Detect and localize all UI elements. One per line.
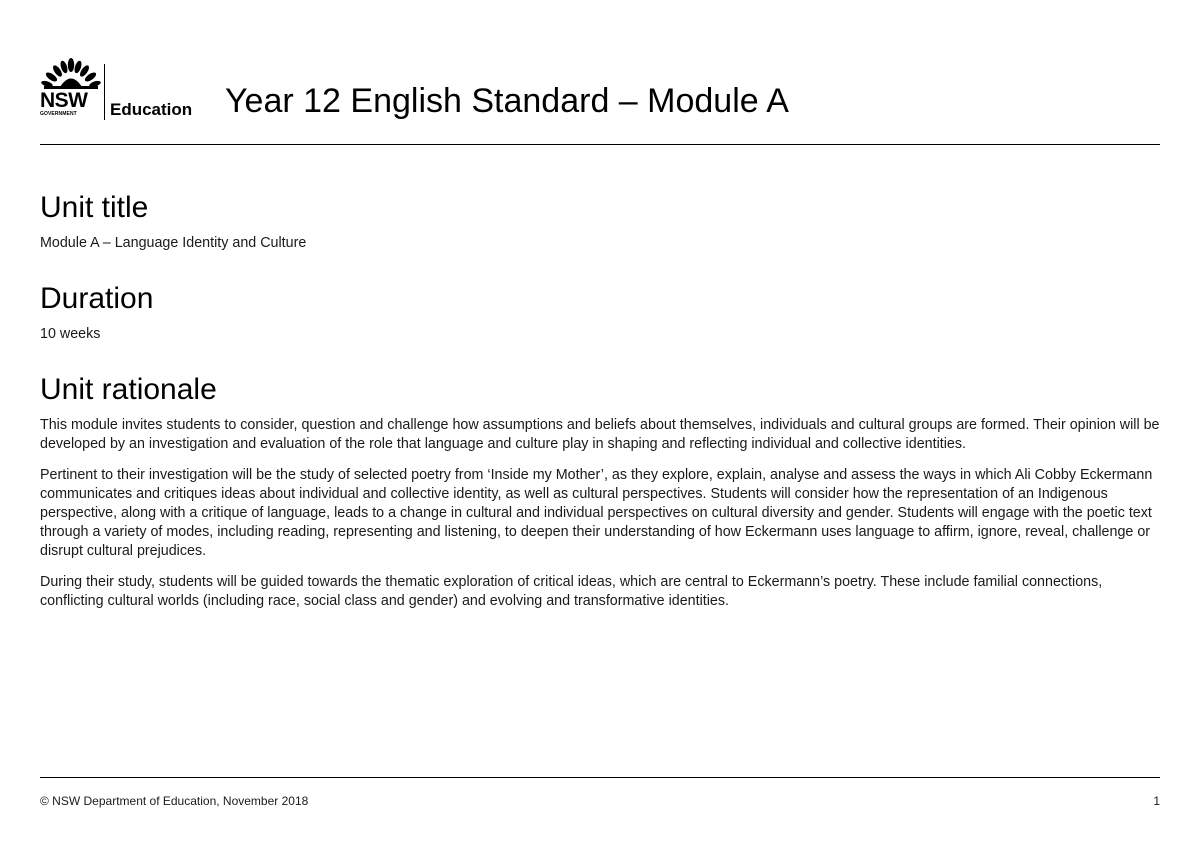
rationale-paragraph: This module invites students to consider, question and challenge how assumptions and beliefs about themselves, individuals and cultural groups are formed. Their opinion will be developed by an investigation and evaluation of the role that language and culture play in shaping and reflecting individual and collective identities. (40, 417, 1160, 452)
nsw-education-logo (40, 56, 220, 124)
rationale-heading: Unit rationale (40, 373, 217, 406)
rationale-paragraph: Pertinent to their investigation will be the study of selected poetry from ‘Inside my Mother’, as they explore, explain, analyse and assess the ways in which Ali Cobby Eckermann communicates and critiques ideas about individual and collective identity, as well as cultural perspectives. Students will consider how the representation of an Indigenous perspective, along with a critique of language, leads to a change in cultural and individual perspectives on cultural diversity and gender. Students will engage with the poetic text through a variety of modes, including reading, representing and listening, to deepen their understanding of how Eckermann uses language to affirm, ignore, reveal, challenge or disrupt cultural prejudices. (40, 467, 1153, 559)
waratah-flower-icon (40, 56, 102, 90)
logo-divider (104, 64, 105, 120)
rationale-section (40, 372, 1160, 611)
header-divider (40, 144, 1160, 145)
page-number: 1 (1153, 794, 1160, 808)
logo-nsw-text: NSW (40, 89, 88, 112)
unit-title-text: Module A – Language Identity and Culture (40, 235, 307, 251)
unit-title-section (40, 190, 1160, 253)
document-title: Year 12 English Standard – Module A (225, 82, 789, 120)
footer-copyright: © NSW Department of Education, November 2018 (40, 794, 309, 808)
footer-divider (40, 777, 1160, 778)
logo-education-text: Education (110, 100, 193, 119)
logo-government-text: GOVERNMENT (40, 111, 77, 117)
unit-title-heading: Unit title (40, 191, 149, 224)
rationale-paragraph: During their study, students will be guided towards the thematic exploration of critical ideas, which are central to Eckermann’s poetry. These include familial connections, conflicting cultural worlds (including race, social class and gender) and evolving and transformative identities. (40, 574, 1103, 609)
page-header (40, 56, 1160, 126)
duration-text: 10 weeks (40, 326, 101, 342)
duration-heading: Duration (40, 282, 154, 315)
main-content (40, 190, 1160, 623)
duration-section (40, 281, 1160, 344)
